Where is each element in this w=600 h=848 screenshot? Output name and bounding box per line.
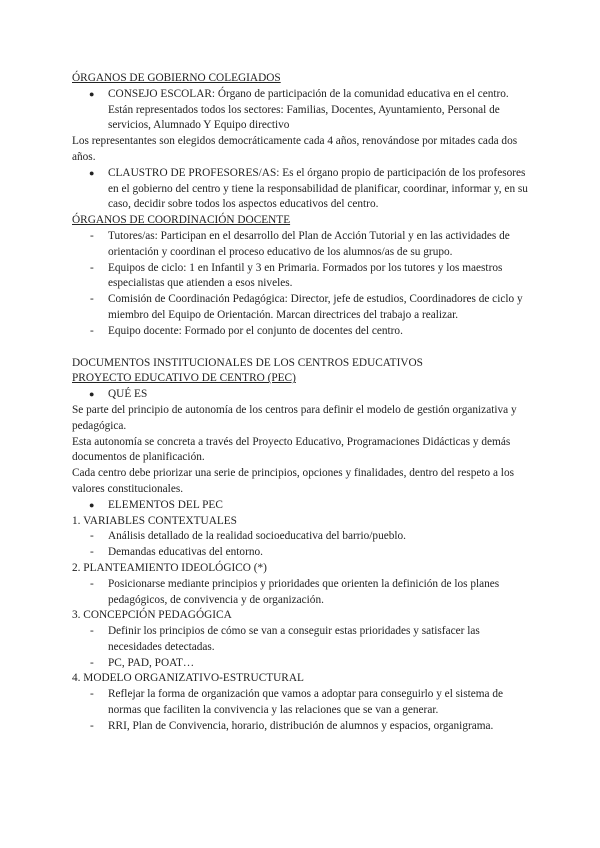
heading-pedagogica: 3. CONCEPCIÓN PEDAGÓGICA <box>72 609 232 622</box>
dash-marker: - <box>90 530 94 543</box>
dash-marker: - <box>90 546 94 559</box>
list-item-claustro <box>72 166 532 213</box>
dash-marker: - <box>90 656 94 669</box>
list-item-text: PC, PAD, POAT… <box>108 656 195 669</box>
claustro-text: CLAUSTRO DE PROFESORES/AS: Es el órgano propio de participación de los profesores en el gobierno del centro y tiene la responsabilidad de planificar, coordinar, informar y, en su caso, decidir sobre todos los aspectos educativos del centro. <box>108 166 528 211</box>
list-item-text: Equipo docente: Formado por el conjunto de docentes del centro. <box>108 324 403 337</box>
list-item-text: Análisis detallado de la realidad socioeducativa del barrio/pueblo. <box>108 530 407 543</box>
pec-paragraph-1: Se parte del principio de autonomía de los centros para definir el modelo de gestión organizativa y pedagógica. <box>72 403 517 432</box>
list-item <box>72 324 532 340</box>
elementos-list <box>72 498 532 514</box>
section-title-documentos: DOCUMENTOS INSTITUCIONALES DE LOS CENTROS EDUCATIVOS <box>72 356 423 369</box>
variables-list <box>72 529 532 561</box>
consejo-escolar-text: CONSEJO ESCOLAR: Órgano de participación de la comunidad educativa en el centro. Están representados todos los sectores: Familias, Docentes, Ayuntamiento, Personal de servicios, Alumnado Y Equipo directivo <box>108 87 509 132</box>
pec-paragraph-2: Esta autonomía se concreta a través del Proyecto Educativo, Programaciones Didácticas y demás documentos de planificación. <box>72 435 511 464</box>
dash-marker: - <box>90 324 94 337</box>
dash-marker: - <box>90 688 94 701</box>
organizativo-list <box>72 687 532 734</box>
list-item <box>72 656 532 672</box>
heading-organizativo: 4. MODELO ORGANIZATIVO-ESTRUCTURAL <box>72 672 304 685</box>
list-item <box>72 529 532 545</box>
list-item <box>72 719 532 735</box>
list-item-text: Posicionarse mediante principios y prioridades que orienten la definición de los planes pedagógicos, de convivencia y de organización. <box>108 577 500 606</box>
list-item-que-es <box>72 387 532 403</box>
claustro-list <box>72 166 532 213</box>
list-item <box>72 577 532 609</box>
dash-marker: - <box>90 293 94 306</box>
representantes-paragraph: Los representantes son elegidos democráticamente cada 4 años, renovándose por mitades cada dos años. <box>72 135 518 163</box>
section-subtitle-pec: PROYECTO EDUCATIVO DE CENTRO (PEC) <box>72 372 296 385</box>
dash-marker: - <box>90 625 94 638</box>
list-item <box>72 229 532 261</box>
list-item-text: Demandas educativas del entorno. <box>108 546 263 559</box>
bullet-marker: ● <box>89 167 95 178</box>
section-title-organos-coordinacion: ÓRGANOS DE COORDINACIÓN DOCENTE <box>72 214 291 227</box>
heading-variables: 1. VARIABLES CONTEXTUALES <box>72 514 237 527</box>
list-item-text: Reflejar la forma de organización que vamos a adoptar para conseguirlo y el sistema de normas que faciliten la convivencia y las relaciones que se van a generar. <box>108 688 504 717</box>
dash-marker: - <box>90 229 94 242</box>
list-item-text: RRI, Plan de Convivencia, horario, distribución de alumnos y espacios, organigrama. <box>108 719 494 732</box>
que-es-text: QUÉ ES <box>108 388 148 401</box>
list-item <box>72 292 532 324</box>
list-item <box>72 687 532 719</box>
organos-gobierno-list <box>72 87 532 134</box>
pec-paragraph-3: Cada centro debe priorizar una serie de principios, opciones y finalidades, dentro del respeto a los valores constitucionales. <box>72 467 514 495</box>
bullet-marker: ● <box>89 389 95 400</box>
dash-marker: - <box>90 261 94 274</box>
bullet-marker: ● <box>89 88 95 99</box>
coordinacion-list <box>72 229 532 340</box>
list-item-text: Definir los principios de cómo se van a conseguir estas prioridades y satisfacer las necesidades detectadas. <box>108 625 480 653</box>
heading-ideologico: 2. PLANTEAMIENTO IDEOLÓGICO (*) <box>72 561 267 574</box>
list-item <box>72 624 532 656</box>
bullet-marker: ● <box>89 499 95 510</box>
list-item <box>72 261 532 293</box>
list-item-consejo-escolar <box>72 87 532 134</box>
dash-marker: - <box>90 577 94 590</box>
section-title-organos-gobierno: ÓRGANOS DE GOBIERNO COLEGIADOS <box>72 72 281 84</box>
list-item-text: Comisión de Coordinación Pedagógica: Director, jefe de estudios, Coordinadores de ciclo y miembro del Equipo de Orientación. Marcan directrices del trabajo a realizar. <box>108 293 523 321</box>
list-item-elementos <box>72 498 532 514</box>
list-item <box>72 545 532 561</box>
que-es-list <box>72 387 532 403</box>
list-item-text: Equipos de ciclo: 1 en Infantil y 3 en Primaria. Formados por los tutores y los maestros especialistas que atienden a esos niveles. <box>108 261 503 290</box>
document-content <box>72 71 532 735</box>
blank-line <box>72 340 532 356</box>
dash-marker: - <box>90 719 94 732</box>
list-item-text: Tutores/as: Participan en el desarrollo del Plan de Acción Tutorial y en las actividades de orientación y coordinan el proceso educativo de los alumnos/as de su grupo. <box>108 229 510 258</box>
ideologico-list <box>72 577 532 609</box>
elementos-text: ELEMENTOS DEL PEC <box>108 498 223 511</box>
pedagogica-list <box>72 624 532 671</box>
